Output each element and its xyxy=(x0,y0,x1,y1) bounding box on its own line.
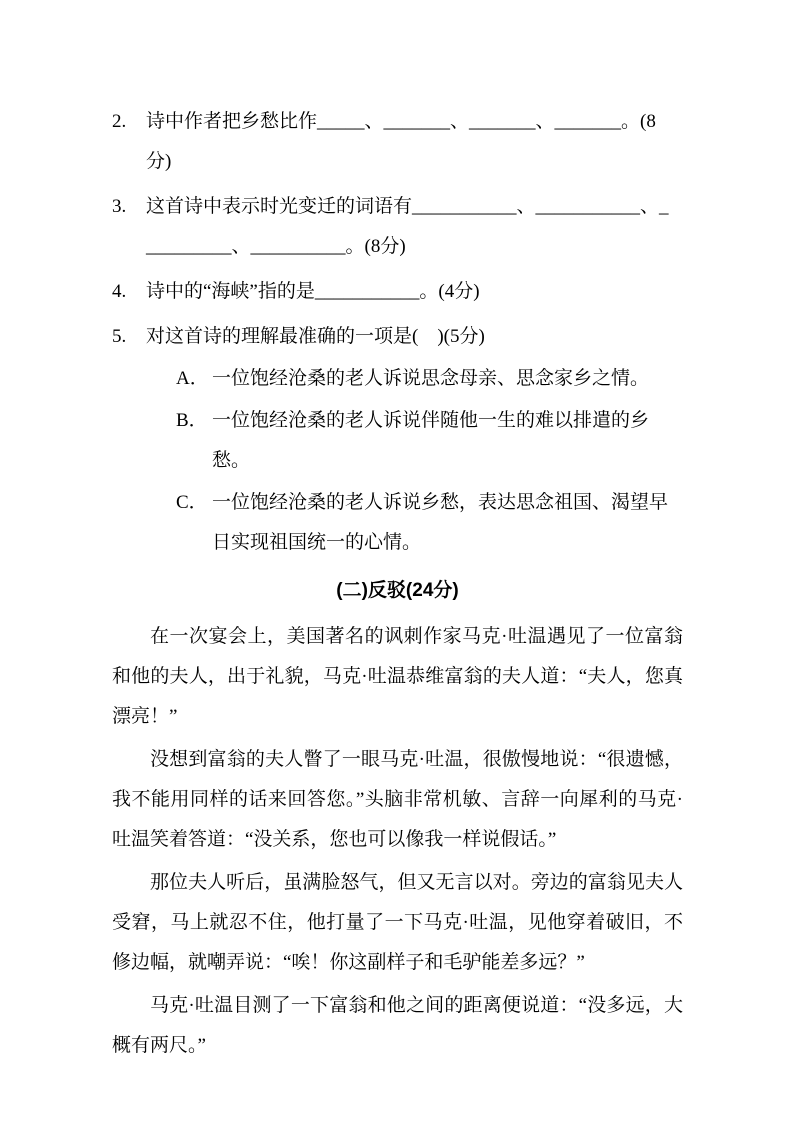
question-2-number: 2. xyxy=(112,111,127,132)
question-3-line-1: 这首诗中表示时光变迁的词语有___________、___________、_ xyxy=(146,196,669,217)
question-3-line-2: _________、__________。(8分) xyxy=(146,236,406,257)
section-title: (二)反驳(24分) xyxy=(336,580,459,601)
option-c-text: 一位饱经沧桑的老人诉说乡愁，表达思念祖国、渴望早日实现祖国统一的心情。 xyxy=(212,492,669,553)
option-b-text: 一位饱经沧桑的老人诉说伴随他一生的难以排遣的乡愁。 xyxy=(212,410,650,471)
option-c-letter: C． xyxy=(176,492,208,513)
question-4-number: 4. xyxy=(112,281,127,302)
question-4-text: 诗中的“海峡”指的是___________。(4分) xyxy=(146,281,480,302)
passage-paragraph-2: 没想到富翁的夫人瞥了一眼马克·吐温，很傲慢地说：“很遗憾，我不能用同样的话来回答您。”头脑非常机敏、言辞一向犀利的马克·吐温笑着答道：“没关系，您也可以像我一样说假话。” xyxy=(112,749,683,850)
option-b-letter: B． xyxy=(176,410,208,431)
question-5-number: 5. xyxy=(112,326,127,347)
question-5-stem: 对这首诗的理解最准确的一项是( )(5分) xyxy=(146,326,485,347)
question-5-option-c xyxy=(146,483,683,563)
passage-paragraph-4: 马克·吐温目测了一下富翁和他之间的距离便说道：“没多远，大概有两尺。” xyxy=(112,995,683,1056)
passage-paragraph-1: 在一次宴会上，美国著名的讽刺作家马克·吐温遇见了一位富翁和他的夫人，出于礼貌，马克·吐温恭维富翁的夫人道：“夫人，您真漂亮！” xyxy=(112,626,683,727)
question-5-option-a xyxy=(146,359,683,399)
question-4 xyxy=(112,272,683,312)
question-5-option-b xyxy=(146,401,683,481)
option-a-text: 一位饱经沧桑的老人诉说思念母亲、思念家乡之情。 xyxy=(212,368,650,389)
question-2 xyxy=(112,102,683,182)
question-2-line-2: 分) xyxy=(146,151,172,172)
question-3-number: 3. xyxy=(112,196,127,217)
question-2-line-1: 诗中作者把乡愁比作_____、_______、_______、_______。(8 xyxy=(146,111,656,132)
passage-paragraph-3: 那位夫人听后，虽满脸怒气，但又无言以对。旁边的富翁见夫人受窘，马上就忍不住，他打量了一下马克·吐温，见他穿着破旧，不修边幅，就嘲弄说：“唉！你这副样子和毛驴能差多远？” xyxy=(112,872,683,973)
reading-passage xyxy=(112,617,683,1066)
question-3 xyxy=(112,187,683,267)
question-5 xyxy=(112,317,683,563)
option-a-letter: A． xyxy=(176,368,209,389)
